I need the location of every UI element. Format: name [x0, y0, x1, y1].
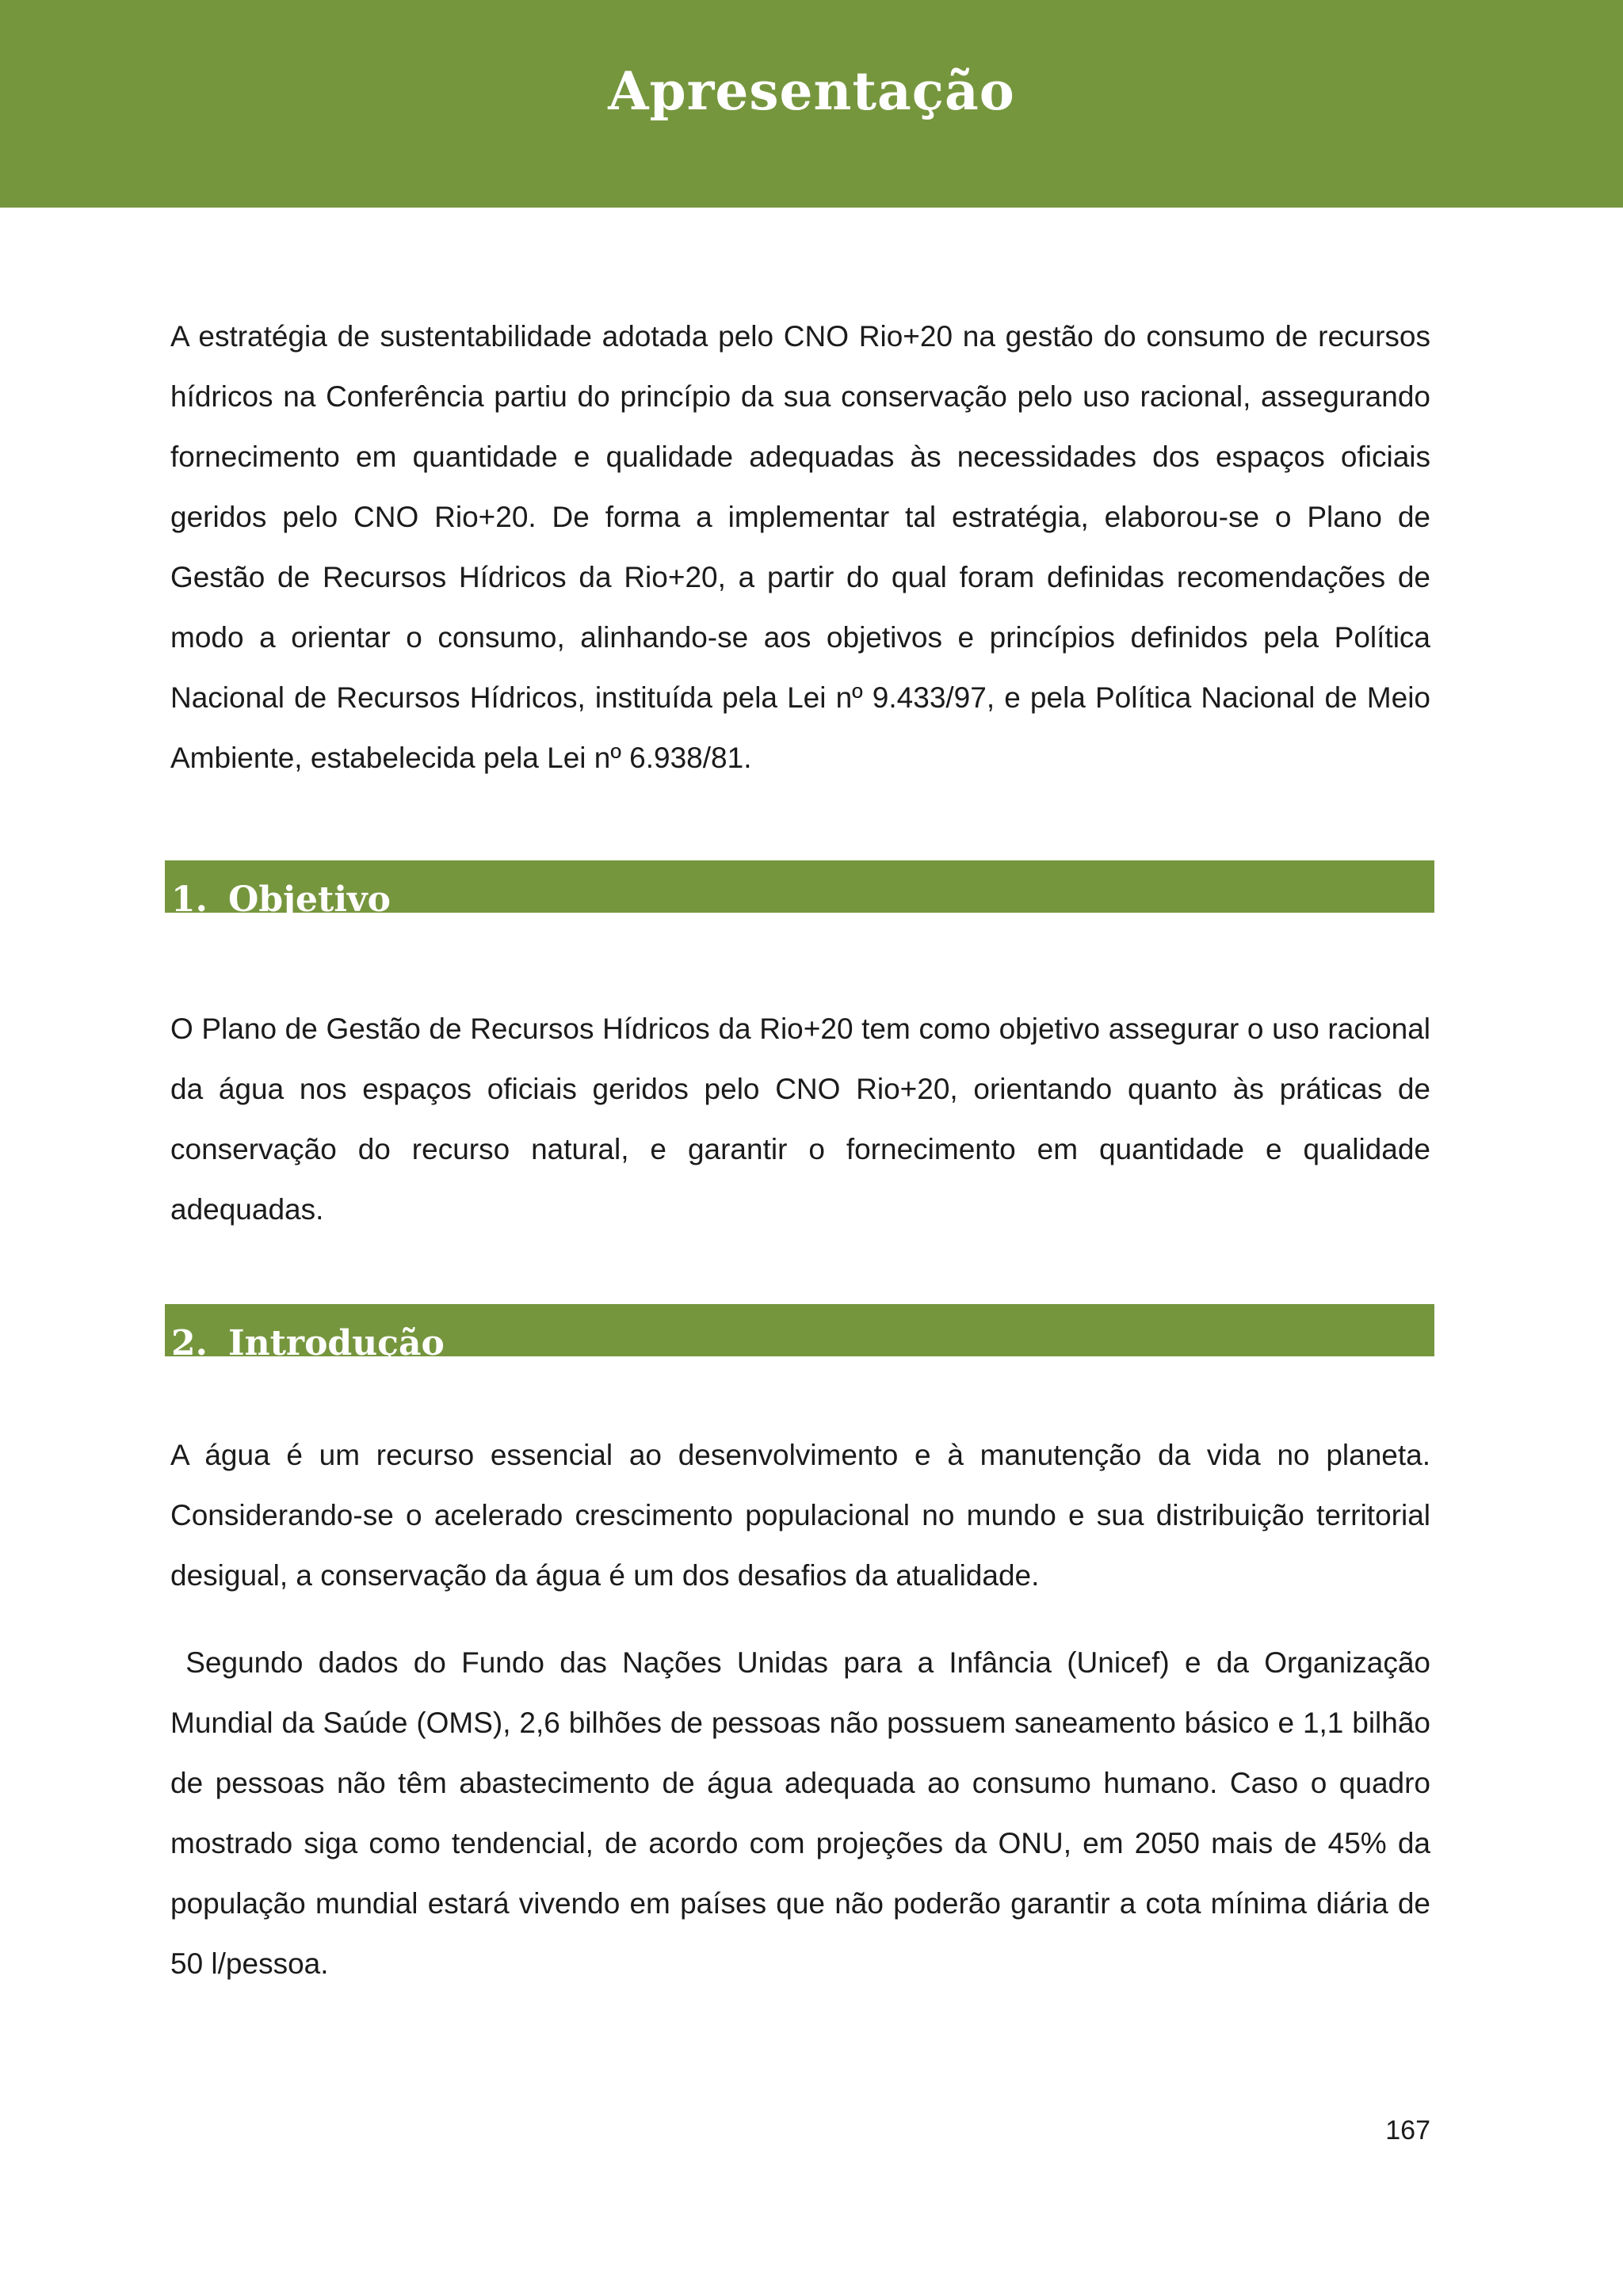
section-number: 1.	[171, 879, 208, 920]
section-title: Introdução	[228, 1323, 445, 1363]
page-number: 167	[1385, 2115, 1430, 2145]
objetivo-paragraph: O Plano de Gestão de Recursos Hídricos da Rio+20 tem como objetivo assegurar o uso racional da água nos espaços oficiais geridos pelo CNO Rio+20, orientando quanto às práticas de conservação do recurso natural, e garantir o fornecimento em quantidade e qualidade adequadas.	[170, 1013, 1430, 1226]
intro-paragraph: A estratégia de sustentabilidade adotada pelo CNO Rio+20 na gestão do consumo de recursos hídricos na Conferência partiu do princípio da sua conservação pelo uso racional, assegurando fornecimento em quantidade e qualidade adequadas às necessidades dos espaços oficiais geridos pelo CNO Rio+20. De forma a implementar tal estratégia, elaborou-se o Plano de Gestão de Recursos Hídricos da Rio+20, a partir do qual foram definidas recomendações de modo a orientar o consumo, alinhando-se aos objetivos e princípios definidos pela Política Nacional de Recursos Hídricos, instituída pela Lei nº 9.433/97, e pela Política Nacional de Meio Ambiente, estabelecida pela Lei nº 6.938/81.	[170, 320, 1430, 774]
page-title: Apresentação	[608, 60, 1015, 122]
section-number: 2.	[171, 1323, 208, 1363]
section-heading-objetivo	[165, 860, 1434, 920]
introducao-paragraph-2: Segundo dados do Fundo das Nações Unidas para a Infância (Unicef) e da Organização Mundial da Saúde (OMS), 2,6 bilhões de pessoas não possuem saneamento básico e 1,1 bilhão de pessoas não têm abastecimento de água adequada ao consumo humano. Caso o quadro mostrado siga como tendencial, de acordo com projeções da ONU, em 2050 mais de 45% da população mundial estará vivendo em países que não poderão garantir a cota mínima diária de 50 l/pessoa.	[170, 1646, 1439, 1980]
introducao-paragraph-1: A água é um recurso essencial ao desenvolvimento e à manutenção da vida no planeta. Considerando-se o acelerado crescimento populacional no mundo e sua distribuição territorial desigual, a conservação da água é um dos desafios da atualidade.	[170, 1439, 1430, 1592]
section-heading-introducao	[165, 1304, 1434, 1363]
section-heading-text	[171, 879, 391, 920]
section-heading-text	[171, 1323, 445, 1363]
title-banner	[0, 0, 1623, 208]
section-title: Objetivo	[228, 879, 391, 920]
